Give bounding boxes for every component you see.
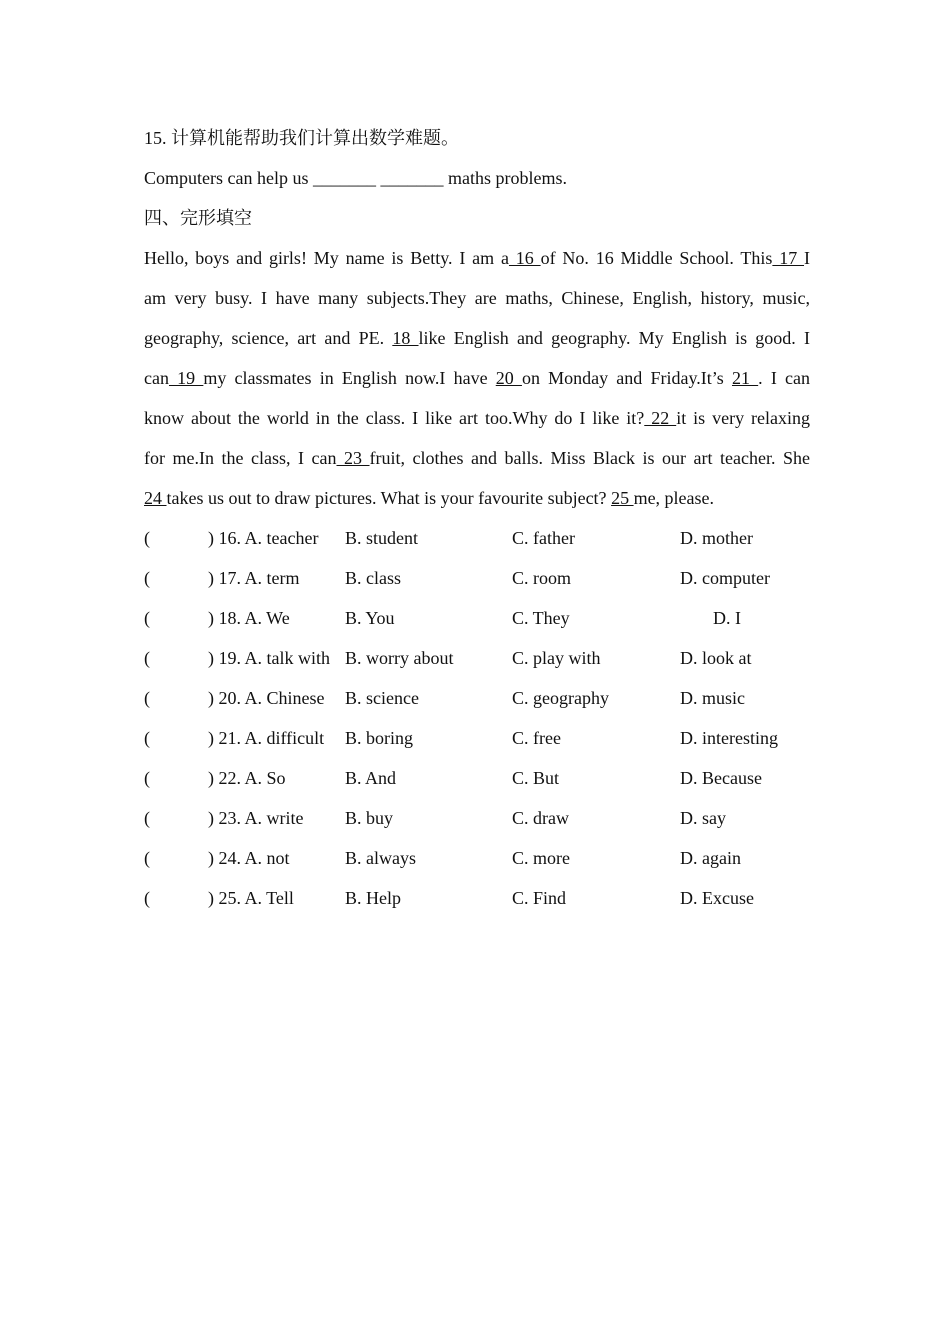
option-a: ) 25. A. Tell bbox=[208, 888, 294, 908]
option-b: B. buy bbox=[345, 808, 394, 828]
blank-22: 22 bbox=[644, 408, 677, 428]
question-15-prompt: 15. 计算机能帮助我们计算出数学难题。 bbox=[144, 128, 459, 148]
answer-bracket: ( bbox=[144, 608, 150, 628]
question-row-17 bbox=[144, 558, 810, 598]
question-row-24 bbox=[144, 838, 810, 878]
option-b: B. science bbox=[345, 688, 419, 708]
passage-line-6: for me.In the class, I can 23 fruit, clothes and balls. Miss Black is our art teacher. She bbox=[144, 448, 810, 468]
option-a: ) 17. A. term bbox=[208, 568, 300, 588]
option-b: B. Help bbox=[345, 888, 401, 908]
option-b: B. student bbox=[345, 528, 419, 548]
option-c: C. father bbox=[512, 528, 575, 548]
question-row-19 bbox=[144, 638, 810, 678]
question-row-23 bbox=[144, 798, 810, 838]
option-c: C. free bbox=[512, 728, 561, 748]
question-row-25 bbox=[144, 878, 810, 918]
option-a: ) 23. A. write bbox=[208, 808, 304, 828]
option-d: D. look at bbox=[680, 648, 752, 668]
question-list bbox=[144, 518, 810, 918]
option-a: ) 22. A. So bbox=[208, 768, 286, 788]
option-c: C. draw bbox=[512, 808, 569, 828]
passage-line-2: am very busy. I have many subjects.They are maths, Chinese, English, history, music, bbox=[144, 288, 810, 308]
question-row-20 bbox=[144, 678, 810, 718]
blank-19: 19 bbox=[168, 368, 204, 388]
option-a: ) 21. A. difficult bbox=[208, 728, 325, 748]
option-c: C. geography bbox=[512, 688, 609, 708]
answer-bracket: ( bbox=[144, 888, 150, 908]
option-d: D. computer bbox=[680, 568, 770, 588]
question-row-21 bbox=[144, 718, 810, 758]
option-c: C. play with bbox=[512, 648, 601, 668]
blank-17: 17 bbox=[772, 248, 805, 268]
blank-21: 21 bbox=[731, 368, 759, 388]
option-a: ) 24. A. not bbox=[208, 848, 290, 868]
option-d: D. interesting bbox=[680, 728, 778, 748]
option-b: B. always bbox=[345, 848, 416, 868]
passage-line-3: geography, science, art and PE. 18 like English and geography. My English is good. I bbox=[144, 328, 810, 348]
option-a: ) 19. A. talk with bbox=[208, 648, 330, 668]
option-d: D. music bbox=[680, 688, 745, 708]
blank-25: 25 bbox=[611, 488, 634, 508]
question-row-22 bbox=[144, 758, 810, 798]
blank-23: 23 bbox=[336, 448, 370, 468]
answer-bracket: ( bbox=[144, 808, 150, 828]
option-c: C. more bbox=[512, 848, 570, 868]
section-title: 四、完形填空 bbox=[144, 208, 252, 228]
answer-bracket: ( bbox=[144, 728, 150, 748]
answer-bracket: ( bbox=[144, 688, 150, 708]
passage-line-4: can 19 my classmates in English now.I have 20 on Monday and Friday.It’s 21 . I can bbox=[144, 368, 810, 388]
option-a: ) 18. A. We bbox=[208, 608, 290, 628]
option-d: D. Excuse bbox=[680, 888, 754, 908]
passage-line-1: Hello, boys and girls! My name is Betty. I am a 16 of No. 16 Middle School. This 17 I bbox=[144, 248, 810, 268]
option-c: C. Find bbox=[512, 888, 567, 908]
option-d: D. again bbox=[680, 848, 741, 868]
option-b: B. worry about bbox=[345, 648, 454, 668]
option-a: ) 20. A. Chinese bbox=[208, 688, 325, 708]
option-c: C. They bbox=[512, 608, 570, 628]
blank-16: 16 bbox=[508, 248, 541, 268]
option-c: C. But bbox=[512, 768, 560, 788]
option-a: ) 16. A. teacher bbox=[208, 528, 319, 548]
answer-bracket: ( bbox=[144, 768, 150, 788]
cloze-passage bbox=[144, 238, 810, 518]
option-b: B. And bbox=[345, 768, 397, 788]
blank-20: 20 bbox=[495, 368, 522, 388]
answer-bracket: ( bbox=[144, 528, 150, 548]
option-d: D. I bbox=[713, 608, 741, 628]
option-b: B. boring bbox=[345, 728, 414, 748]
blank-18: 18 bbox=[392, 328, 419, 348]
question-row-18 bbox=[144, 598, 810, 638]
answer-bracket: ( bbox=[144, 648, 150, 668]
option-d: D. say bbox=[680, 808, 726, 828]
passage-line-7: 24 takes us out to draw pictures. What is your favourite subject? 25 me, please. bbox=[144, 488, 715, 508]
question-row-16 bbox=[144, 518, 810, 558]
option-d: D. Because bbox=[680, 768, 762, 788]
option-b: B. You bbox=[345, 608, 395, 628]
option-d: D. mother bbox=[680, 528, 753, 548]
blank-24: 24 bbox=[144, 488, 167, 508]
option-c: C. room bbox=[512, 568, 572, 588]
option-b: B. class bbox=[345, 568, 401, 588]
answer-bracket: ( bbox=[144, 568, 150, 588]
answer-bracket: ( bbox=[144, 848, 150, 868]
question-15-sentence: Computers can help us _______ _______ maths problems. bbox=[144, 168, 567, 188]
passage-line-5: know about the world in the class. I like art too.Why do I like it? 22 it is very relaxing bbox=[144, 408, 810, 428]
document-page bbox=[144, 118, 810, 918]
